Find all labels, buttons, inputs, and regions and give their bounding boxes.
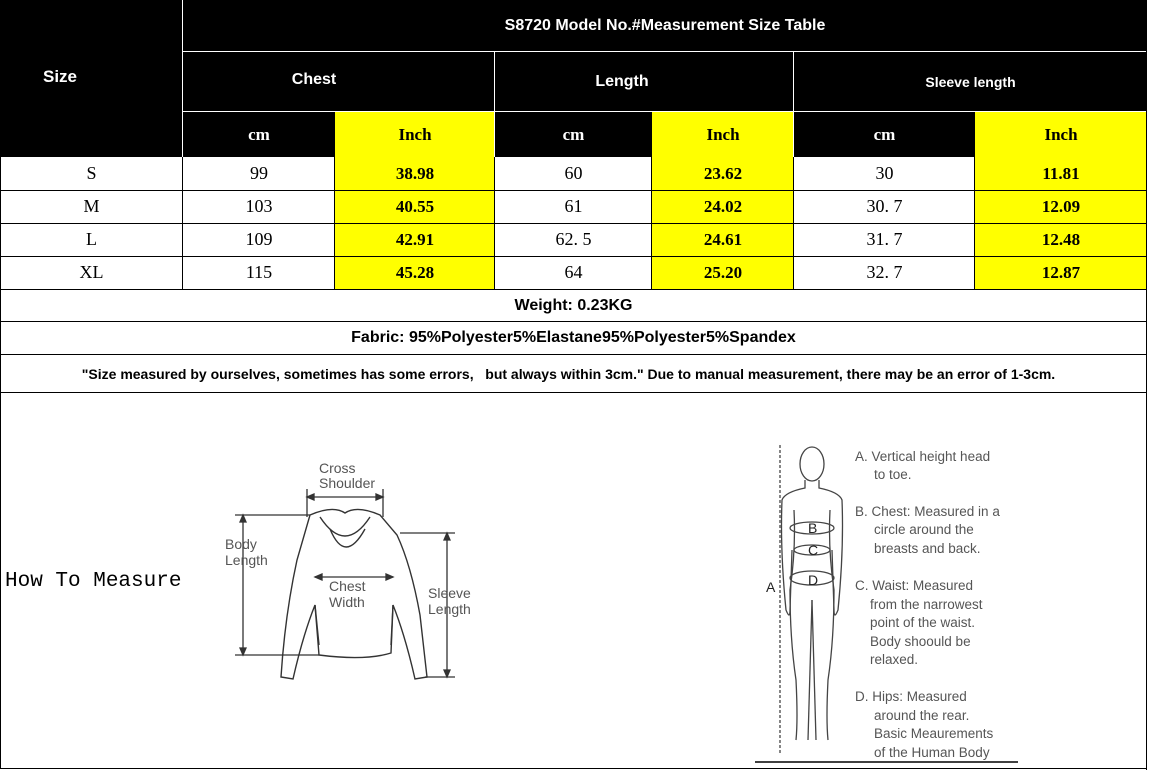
length-cm-cell: 64 — [564, 262, 583, 282]
length-inch-cell: 24.02 — [703, 196, 743, 216]
sleeve-cm-cell: 30 — [875, 163, 894, 183]
body-length-label: Body — [225, 536, 257, 552]
note-b: circle around the — [874, 522, 974, 537]
chest-inch-cell: 38.98 — [395, 163, 435, 183]
sleeve-inch-cell: 12.87 — [1041, 262, 1081, 282]
letter-c: C — [808, 542, 819, 558]
note-c: Body shoould be — [870, 634, 971, 649]
sleeve-inch-cell: 12.48 — [1041, 229, 1081, 249]
note-b: breasts and back. — [874, 541, 981, 556]
note-d: of the Human Body — [874, 745, 990, 760]
note-c: point of the waist. — [870, 615, 976, 630]
body-diagram — [750, 440, 1040, 766]
how-to-measure-label: How To Measure — [5, 570, 182, 593]
chest-width-label: Width — [329, 594, 365, 610]
unit-label: cm — [562, 124, 585, 144]
chest-cm-cell: 103 — [245, 196, 273, 216]
unit-label: Inch — [706, 124, 740, 144]
size-header: Size — [42, 67, 78, 86]
note-c: from the narrowest — [870, 597, 983, 612]
group-length: Length — [595, 73, 649, 90]
unit-label: Inch — [398, 124, 432, 144]
fabric-row: Fabric: 95%Polyester5%Elastane95%Polyester5%Spandex — [351, 329, 796, 346]
sleeve-cm-cell: 30. 7 — [866, 196, 903, 216]
chest-width-label: Chest — [329, 578, 366, 594]
chest-inch-cell: 45.28 — [395, 262, 435, 282]
note-c: C. Waist: Measured — [855, 578, 974, 593]
length-cm-cell: 61 — [564, 196, 583, 216]
length-cm-cell: 62. 5 — [555, 229, 592, 249]
garment-diagram — [215, 455, 505, 685]
note-d: D. Hips: Measured — [855, 689, 967, 704]
length-inch-cell: 25.20 — [703, 262, 743, 282]
size-cell: XL — [79, 262, 104, 282]
weight-row: Weight: 0.23KG — [514, 296, 633, 314]
unit-label: cm — [248, 124, 270, 144]
letter-d: D — [808, 572, 819, 588]
note-d: Basic Meaurements — [874, 726, 994, 741]
cross-shoulder-label: Shoulder — [319, 475, 376, 491]
group-chest: Chest — [291, 71, 337, 88]
note-b: B. Chest: Measured in a — [855, 504, 1000, 519]
unit-label: cm — [873, 124, 896, 144]
unit-label: Inch — [1044, 124, 1078, 144]
note-a: A. Vertical height head — [855, 449, 991, 464]
note-c: relaxed. — [870, 652, 919, 667]
group-sleeve-length: Sleeve length — [925, 74, 1016, 90]
chest-cm-cell: 99 — [250, 163, 268, 183]
size-cell: M — [83, 196, 100, 216]
size-cell: L — [86, 229, 97, 249]
sleeve-length-label: Sleeve — [428, 585, 471, 601]
length-inch-cell: 24.61 — [703, 229, 743, 249]
letter-b: B — [808, 520, 818, 536]
measurement-note: "Size measured by ourselves, sometimes has some errors, but always within 3cm." Due to manual measurement, there may be an error of 1-3cm. — [81, 365, 1056, 382]
sleeve-inch-cell: 12.09 — [1041, 196, 1081, 216]
chest-inch-cell: 40.55 — [395, 196, 435, 216]
chest-cm-cell: 115 — [245, 262, 273, 282]
sleeve-cm-cell: 31. 7 — [866, 229, 903, 249]
note-a: to toe. — [874, 467, 912, 482]
letter-a: A — [766, 579, 776, 595]
length-cm-cell: 60 — [564, 163, 583, 183]
chest-inch-cell: 42.91 — [395, 229, 435, 249]
cross-shoulder-label: Cross — [319, 460, 356, 476]
table-title: S8720 Model No.#Measurement Size Table — [504, 17, 826, 34]
length-inch-cell: 23.62 — [703, 163, 743, 183]
body-length-label: Length — [225, 552, 268, 568]
size-cell: S — [86, 163, 97, 183]
chest-cm-cell: 109 — [245, 229, 273, 249]
sleeve-inch-cell: 11.81 — [1042, 163, 1080, 183]
sleeve-length-label: Length — [428, 601, 471, 617]
sleeve-cm-cell: 32. 7 — [866, 262, 903, 282]
note-d: around the rear. — [874, 708, 970, 723]
